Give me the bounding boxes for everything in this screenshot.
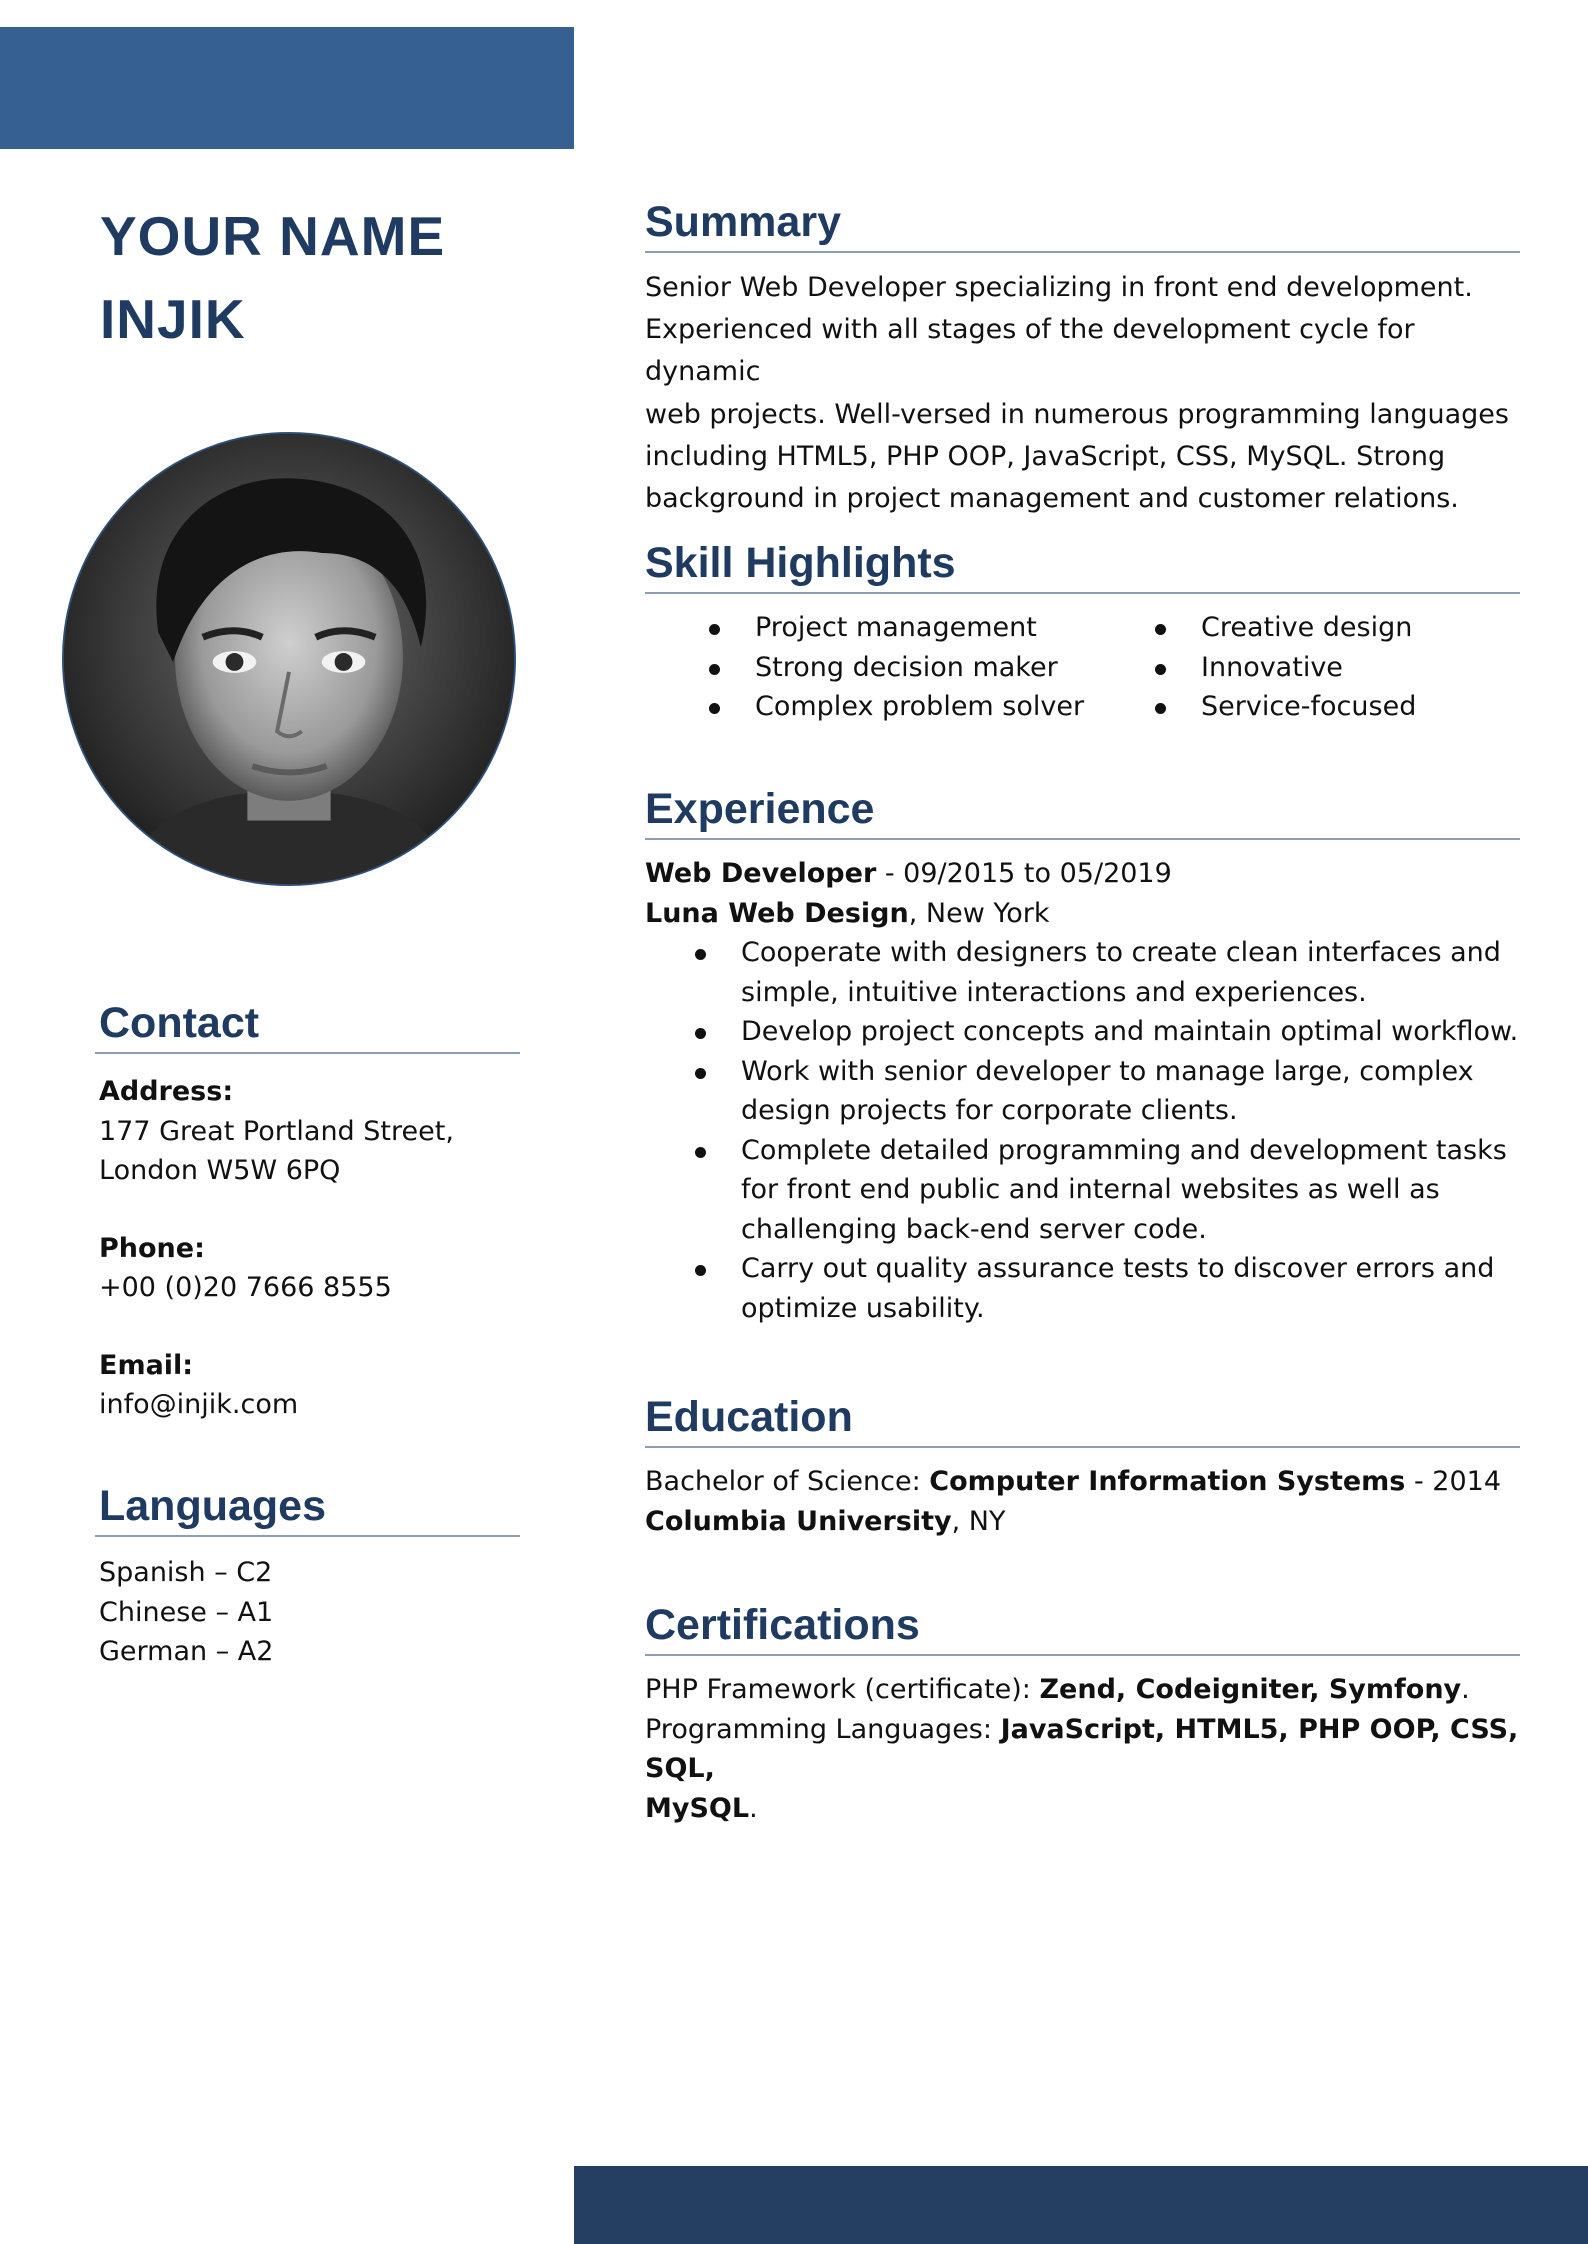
certification-line — [645, 1670, 1520, 1710]
experience-bullet — [645, 1052, 1520, 1131]
skills-column-2 — [1201, 608, 1416, 727]
experience-entry — [645, 854, 1520, 1328]
company-name: Luna Web Design — [645, 897, 909, 929]
bullet-line: challenging back-end server code. — [741, 1213, 1207, 1245]
contact-heading: Contact — [99, 999, 260, 1047]
bullet-line: Complete detailed programming and development tasks — [741, 1134, 1507, 1166]
summary-divider — [645, 251, 1520, 253]
skill-item: Creative design — [1201, 608, 1416, 648]
summary-section — [645, 195, 1520, 520]
language-item: Spanish – C2 — [99, 1557, 273, 1588]
company-line — [645, 894, 1520, 934]
bullet-line: Develop project concepts and maintain optimal workflow. — [741, 1016, 1519, 1047]
experience-section — [645, 782, 1520, 1328]
summary-heading: Summary — [645, 198, 841, 246]
summary-line: web projects. Well-versed in numerous programming languages — [645, 398, 1509, 430]
education-heading: Education — [645, 1393, 853, 1441]
profile-photo — [62, 432, 516, 886]
skills-list — [645, 608, 1520, 727]
contact-divider — [95, 1052, 520, 1054]
skill-item: Innovative — [1201, 648, 1416, 688]
certification-label: PHP Framework (certificate): — [645, 1674, 1040, 1705]
company-location: , New York — [908, 897, 1050, 929]
experience-bullet — [645, 1012, 1520, 1052]
phone-label: Phone: — [99, 1232, 205, 1264]
bullet-line: optimize usability. — [741, 1292, 985, 1324]
experience-heading: Experience — [645, 785, 875, 833]
bullet-line: Carry out quality assurance tests to discover errors and — [741, 1253, 1495, 1284]
experience-divider — [645, 838, 1520, 840]
degree-prefix: Bachelor of Science: — [645, 1466, 930, 1497]
address-line-2: London W5W 6PQ — [99, 1155, 341, 1186]
summary-line: background in project management and customer relations. — [645, 483, 1459, 515]
education-entry — [645, 1462, 1520, 1541]
experience-bullet — [645, 1131, 1520, 1250]
job-dates: - 09/2015 to 05/2019 — [876, 858, 1172, 889]
certification-value: JavaScript, HTML5, PHP OOP, CSS, SQL, — [645, 1713, 1519, 1784]
person-name — [100, 195, 560, 361]
job-line — [645, 854, 1520, 894]
portrait-illustration — [64, 434, 514, 884]
job-title: Web Developer — [645, 858, 877, 889]
language-item: German – A2 — [99, 1636, 274, 1667]
name-line-1: YOUR NAME — [100, 205, 446, 267]
bullet-line: for front end public and internal websites as well as — [741, 1174, 1440, 1205]
school-line — [645, 1502, 1520, 1542]
certification-value: Zend, Codeigniter, Symfony — [1039, 1674, 1462, 1705]
email-value: info@injik.com — [99, 1389, 299, 1420]
degree-year: - 2014 — [1405, 1466, 1502, 1497]
summary-line: Experienced with all stages of the development cycle for dynamic — [645, 314, 1415, 388]
certifications-section — [645, 1598, 1520, 1828]
certification-suffix: . — [749, 1792, 758, 1824]
certifications-heading: Certifications — [645, 1601, 920, 1649]
languages-section — [95, 1479, 520, 1672]
language-item: Chinese – A1 — [99, 1596, 274, 1628]
skill-item: Complex problem solver — [645, 687, 1201, 727]
languages-heading: Languages — [99, 1482, 326, 1530]
bullet-line: Cooperate with designers to create clean interfaces and — [741, 937, 1501, 968]
experience-bullets — [645, 933, 1520, 1328]
bullet-line: simple, intuitive interactions and experiences. — [741, 976, 1367, 1008]
skill-item: Project management — [645, 608, 1201, 648]
languages-list — [95, 1553, 520, 1672]
certification-line — [645, 1710, 1520, 1789]
certification-label: Programming Languages: — [645, 1713, 1001, 1745]
certification-line — [645, 1789, 1520, 1829]
degree-line — [645, 1462, 1520, 1502]
name-line-2: INJIK — [100, 288, 246, 350]
contact-details — [95, 1072, 520, 1425]
address-line-1: 177 Great Portland Street, — [99, 1115, 454, 1147]
skills-divider — [645, 592, 1520, 594]
skill-item: Service-focused — [1201, 687, 1416, 727]
bullet-line: design projects for corporate clients. — [741, 1095, 1238, 1126]
experience-bullet — [645, 1249, 1520, 1328]
contact-section — [95, 996, 520, 1425]
email-label: Email: — [99, 1349, 194, 1381]
certifications-entry — [645, 1670, 1520, 1828]
top-accent-bar — [0, 27, 574, 149]
experience-bullet — [645, 933, 1520, 1012]
summary-text — [645, 267, 1520, 520]
education-section — [645, 1390, 1520, 1541]
skills-column-1 — [645, 608, 1201, 727]
certification-value: MySQL — [645, 1792, 750, 1824]
school-location: , NY — [951, 1505, 1006, 1537]
summary-line: including HTML5, PHP OOP, JavaScript, CSS, MySQL. Strong — [645, 440, 1446, 472]
skills-heading: Skill Highlights — [645, 539, 956, 587]
school-name: Columbia University — [645, 1505, 952, 1537]
skill-item: Strong decision maker — [645, 648, 1201, 688]
bullet-line: Work with senior developer to manage large, complex — [741, 1055, 1474, 1087]
languages-divider — [95, 1535, 520, 1537]
education-divider — [645, 1446, 1520, 1448]
summary-line: Senior Web Developer specializing in front end development. — [645, 272, 1473, 303]
address-label: Address: — [99, 1076, 234, 1107]
skills-section — [645, 536, 1520, 727]
certification-suffix: . — [1461, 1674, 1470, 1705]
phone-value: +00 (0)20 7666 8555 — [99, 1272, 392, 1303]
certifications-divider — [645, 1654, 1520, 1656]
degree-name: Computer Information Systems — [929, 1466, 1406, 1497]
bottom-accent-bar — [574, 2166, 1588, 2244]
